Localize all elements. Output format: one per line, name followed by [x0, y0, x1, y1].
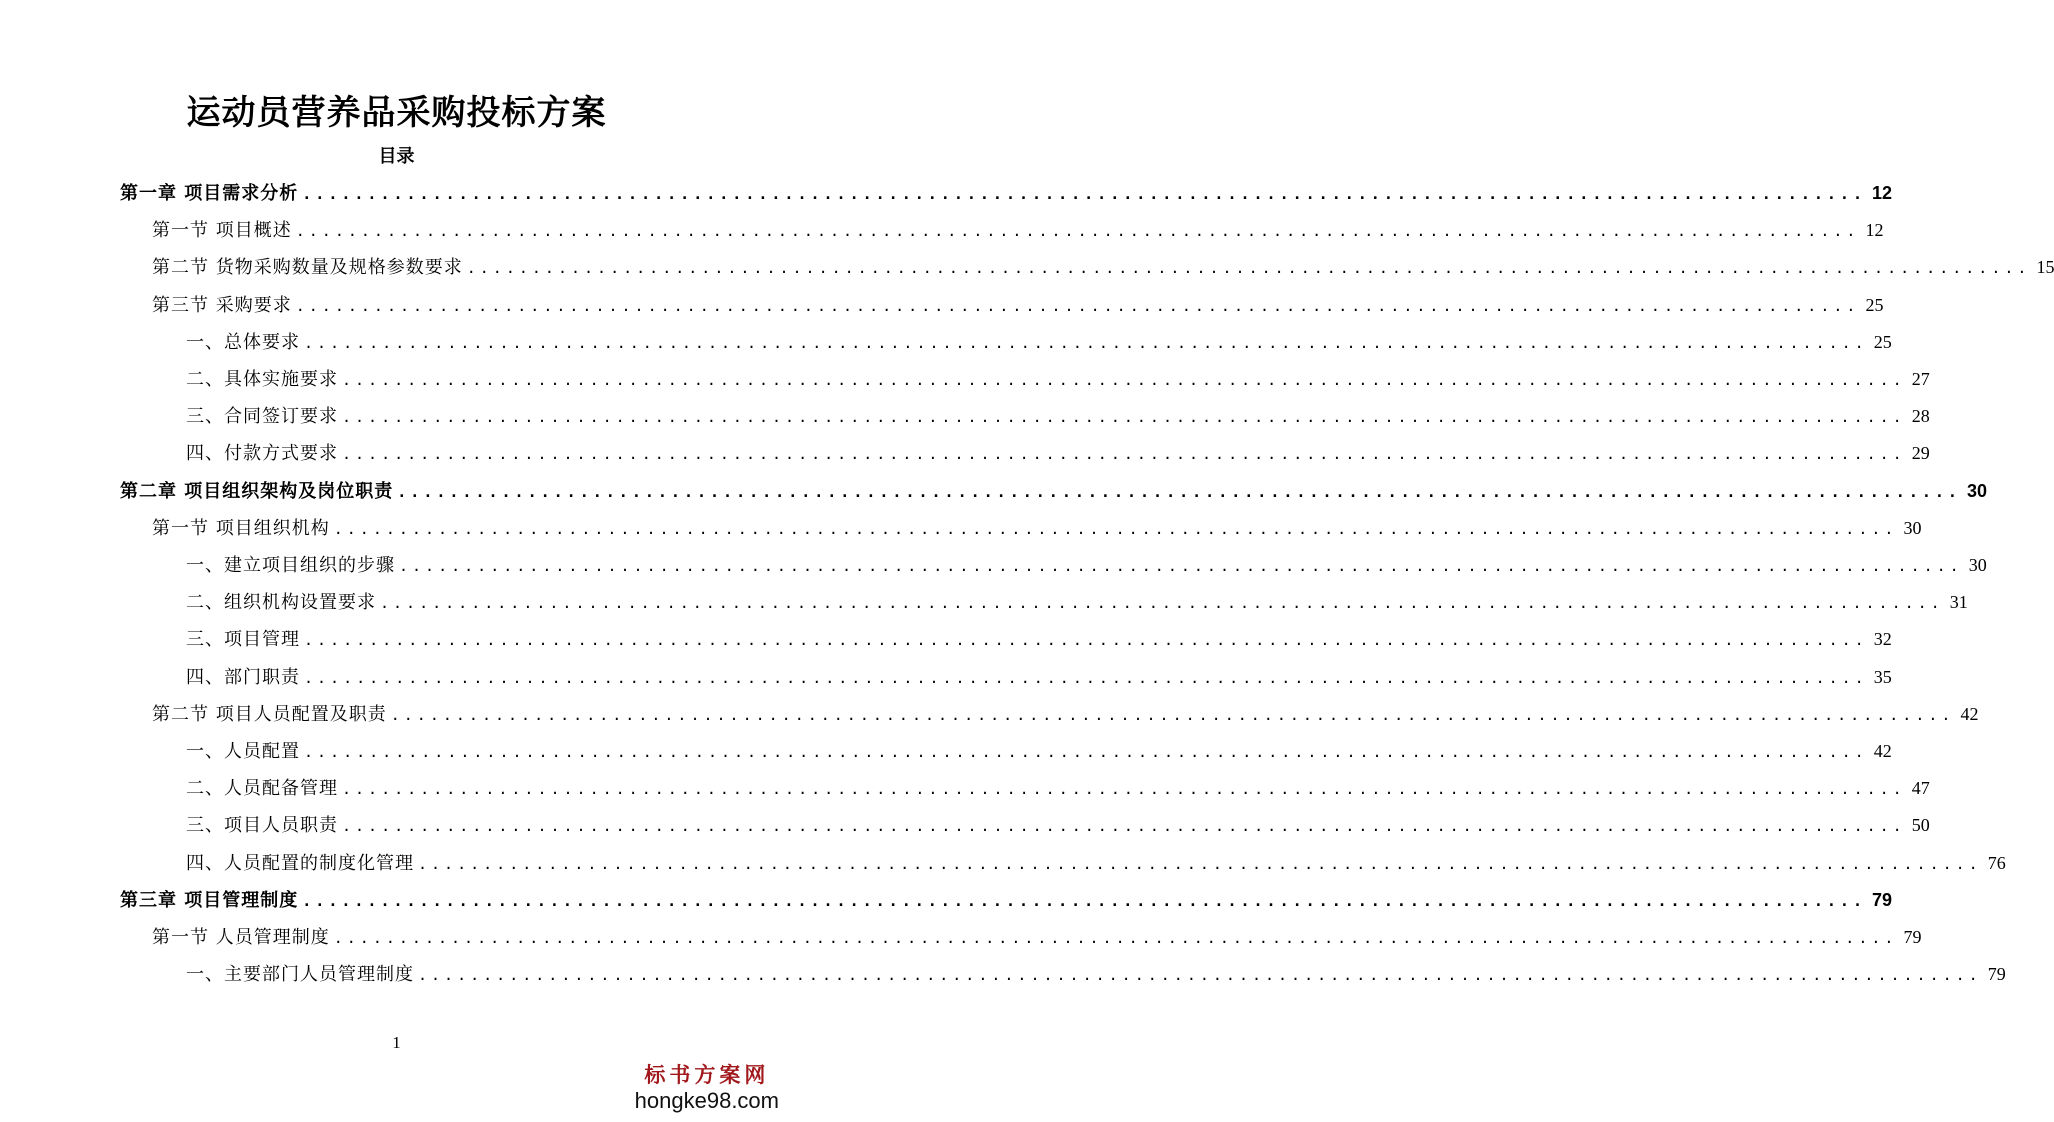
toc-dot-leader: ........................................................................................................................ [333, 929, 1898, 947]
watermark-url: hongke98.com [634, 1088, 779, 1113]
toc-entry-page: 25 [1873, 331, 1892, 352]
watermark-logo [635, 1062, 779, 1114]
toc-dot-leader: ........................................................................................................................ [304, 668, 1868, 687]
toc-entry[interactable] [186, 361, 1930, 398]
toc-dot-leader: ........................................................................................................................ [304, 333, 1868, 352]
toc-entry[interactable] [120, 175, 1893, 212]
toc-entry-page: 15 [2036, 257, 2054, 278]
document-title: 运动员营养品采购投标方案 [186, 93, 607, 133]
toc-dot-leader: ........................................................................................................................ [304, 631, 1868, 650]
toc-entry-page: 12 [1865, 220, 1884, 241]
toc-entry-title: 第一节 项目组织机构 [152, 517, 330, 539]
toc-entry[interactable] [120, 882, 1893, 919]
toc-entry[interactable] [186, 435, 1930, 472]
toc-dot-leader: ........................................................................................................................ [302, 891, 1866, 910]
toc-entry-title: 第三节 采购要求 [152, 294, 292, 316]
toc-entry-page: 32 [1873, 629, 1892, 650]
toc-entry-page: 50 [1911, 815, 1930, 836]
toc-entry[interactable] [152, 510, 1922, 547]
toc-entry-title: 第一章 项目需求分析 [120, 183, 299, 204]
toc-entry[interactable] [186, 770, 1930, 807]
toc-entry[interactable] [186, 324, 1892, 361]
toc-entry-title: 一、人员配置 [186, 741, 300, 762]
toc-entry-title: 二、具体实施要求 [186, 369, 338, 390]
toc-entry-title: 三、合同签订要求 [186, 406, 338, 428]
toc-entry-title: 四、人员配置的制度化管理 [186, 852, 414, 874]
toc-entry-title: 二、组织机构设置要求 [186, 592, 376, 614]
toc-dot-leader: ........................................................................................................................ [418, 854, 1982, 873]
toc-entry-page: 79 [1871, 889, 1893, 910]
toc-entry-page: 47 [1911, 778, 1930, 799]
toc-entry-title: 三、项目管理 [186, 629, 300, 651]
toc-entry-title: 三、项目人员职责 [186, 815, 338, 837]
toc-entry-page: 28 [1911, 406, 1930, 427]
toc-entry-title: 二、人员配备管理 [186, 778, 338, 800]
toc-dot-leader: ........................................................................................................................ [302, 185, 1866, 203]
toc-dot-leader: ........................................................................................................................ [342, 371, 1906, 389]
toc-entry[interactable] [152, 249, 2054, 286]
toc-entry-title: 一、建立项目组织的步骤 [186, 555, 395, 576]
toc-entry-title: 四、部门职责 [186, 666, 300, 688]
toc-entry[interactable] [186, 621, 1892, 658]
toc-entry[interactable] [186, 659, 1892, 696]
toc-dot-leader: ........................................................................................................................ [342, 408, 1906, 427]
toc-entry-title: 第二章 项目组织架构及岗位职责 [120, 480, 394, 502]
toc-entry-title: 一、总体要求 [186, 331, 300, 353]
toc-entry-page: 12 [1871, 183, 1893, 203]
toc-entry-page: 25 [1865, 294, 1884, 315]
watermark-site-name: 标书方案网 [644, 1062, 770, 1087]
toc-dot-leader: ........................................................................................................................ [304, 743, 1868, 761]
toc-entry-page: 27 [1911, 369, 1930, 389]
toc-entry[interactable] [152, 696, 1979, 733]
toc-entry-page: 30 [1966, 480, 1987, 501]
toc-entry-title: 四、付款方式要求 [186, 443, 338, 465]
toc-entry[interactable] [186, 547, 1987, 584]
toc-entry-page: 30 [1903, 517, 1922, 538]
toc-heading: 目录 [378, 146, 415, 167]
page-number: 1 [392, 1033, 401, 1052]
toc-dot-leader: ........................................................................................................................ [295, 222, 1860, 241]
toc-entry[interactable] [186, 584, 1968, 621]
toc-dot-leader: ........................................................................................................................ [380, 594, 1944, 613]
toc-entry-page: 79 [1903, 927, 1922, 947]
toc-dot-leader: ........................................................................................................................ [295, 296, 1860, 315]
toc-entry-page: 79 [1987, 964, 2006, 985]
toc-entry-page: 42 [1873, 741, 1892, 761]
toc-dot-leader: ........................................................................................................................ [466, 259, 2031, 278]
toc-entry-title: 第二节 项目人员配置及职责 [152, 703, 387, 725]
toc-entry[interactable] [186, 398, 1930, 435]
toc-entry-title: 第二节 货物采购数量及规格参数要求 [152, 257, 463, 279]
toc-entry[interactable] [152, 212, 1884, 249]
toc-entry-title: 第一节 人员管理制度 [152, 927, 330, 948]
toc-dot-leader: ........................................................................................................................ [342, 445, 1906, 464]
toc-entry[interactable] [186, 733, 1892, 770]
toc-entry-page: 30 [1968, 555, 1987, 575]
toc-dot-leader: ........................................................................................................................ [418, 966, 1982, 985]
toc-entry-title: 一、主要部门人员管理制度 [186, 964, 414, 986]
toc-entry-page: 76 [1987, 852, 2006, 873]
toc-entry-page: 42 [1960, 703, 1979, 724]
toc-entry[interactable] [152, 287, 1884, 324]
toc-entry-title: 第三章 项目管理制度 [120, 889, 299, 911]
toc-entry[interactable] [186, 807, 1930, 844]
toc-dot-leader: ........................................................................................................................ [399, 557, 1963, 575]
toc-dot-leader: ........................................................................................................................ [390, 705, 1955, 724]
toc-entry[interactable] [152, 919, 1922, 956]
toc-entry-page: 29 [1911, 443, 1930, 464]
toc-dot-leader: ........................................................................................................................ [397, 482, 1961, 501]
toc-entry[interactable] [186, 845, 2006, 882]
toc-dot-leader: ........................................................................................................................ [333, 519, 1898, 538]
toc-entry-page: 31 [1949, 592, 1968, 613]
toc-dot-leader: ........................................................................................................................ [342, 817, 1906, 836]
toc-entry-title: 第一节 项目概述 [152, 220, 292, 242]
toc-entry-page: 35 [1873, 666, 1892, 687]
toc-dot-leader: ........................................................................................................................ [342, 780, 1906, 799]
toc-entry[interactable] [120, 473, 1987, 510]
toc-entry[interactable] [186, 956, 2006, 993]
